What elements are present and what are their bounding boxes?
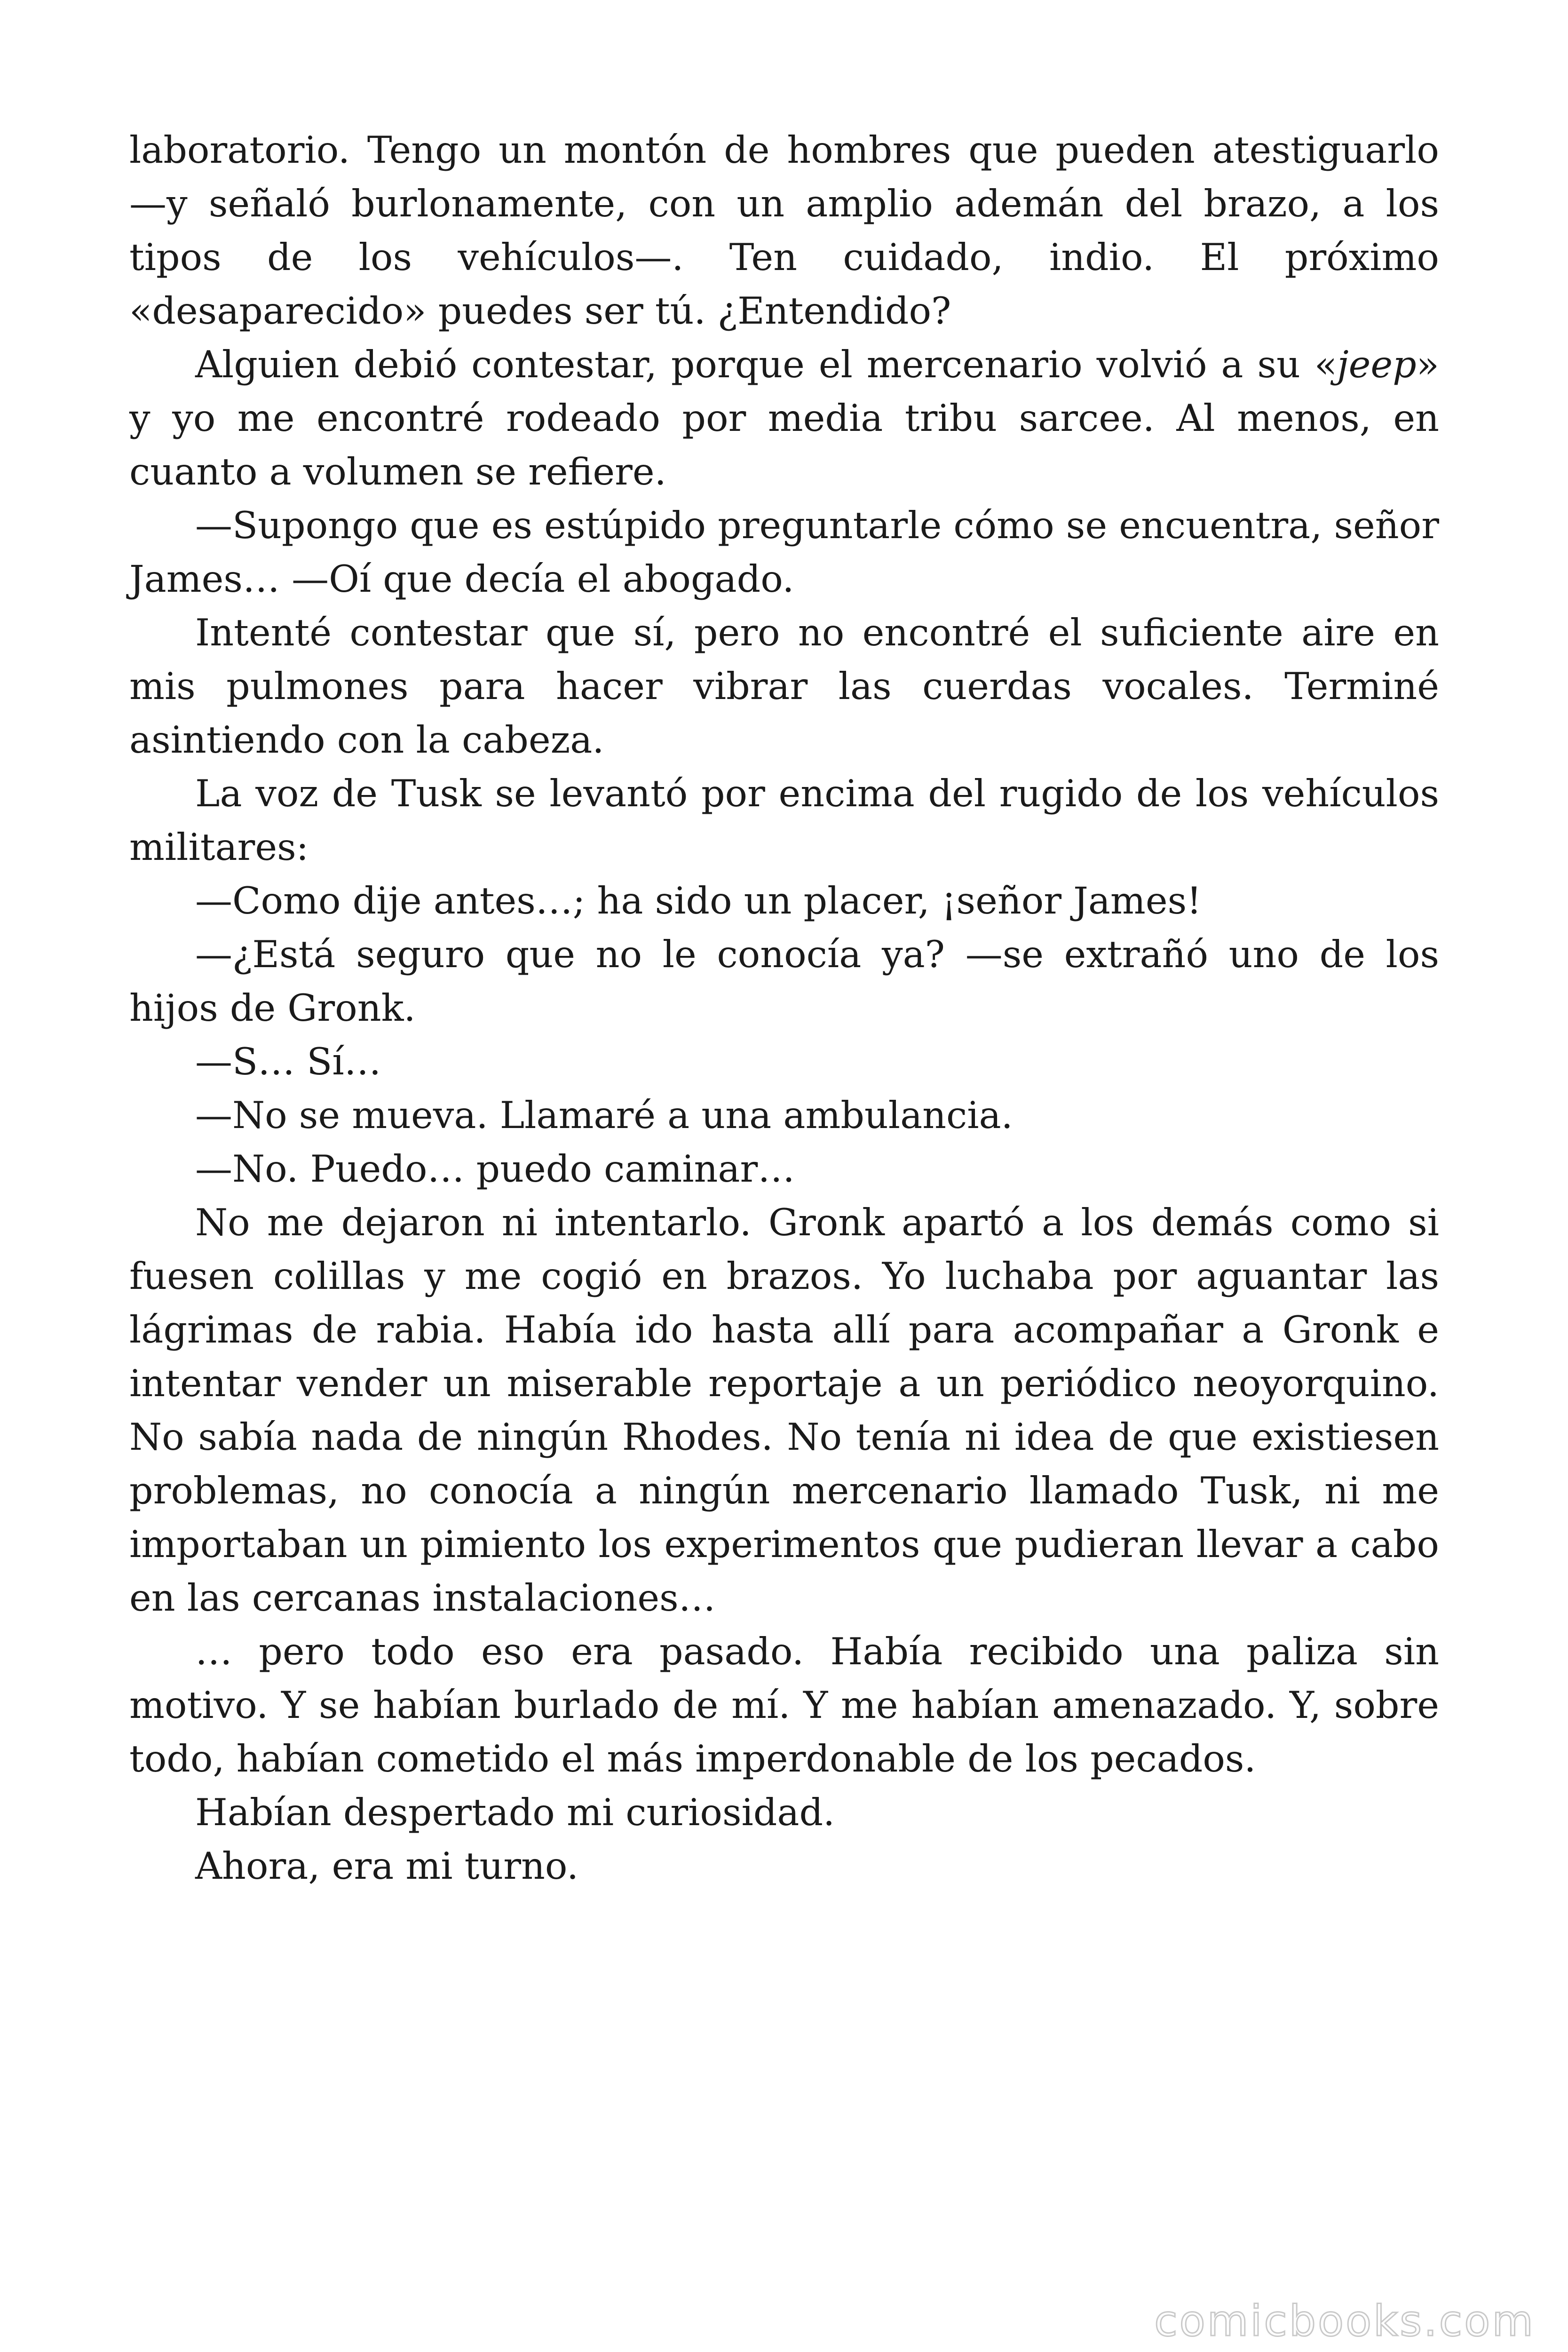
paragraph-7: —¿Está seguro que no le conocía ya? —se extrañó uno de los hijos de Gronk. [129,933,1439,1030]
paragraph-8: —S… Sí… [195,1040,381,1083]
paragraph-2-start: Alguien debió contestar, porque el mercenario volvió a su « [195,343,1338,386]
paragraph-1: laboratorio. Tengo un montón de hombres que pueden atestiguarlo —y señaló burlonamente, con un amplio ademán del brazo, a los tipos de los vehículos—. Ten cuidado, indio. El próximo «desaparecido» puedes ser tú. ¿Entendido? [129,128,1439,333]
paragraph-9: —No se mueva. Llamaré a una ambulancia. [195,1094,1013,1137]
paragraph-13: Habían despertado mi curiosidad. [195,1791,835,1834]
paragraph-3: —Supongo que es estúpido preguntarle cómo se encuentra, señor James… —Oí que decía el abogado. [129,504,1439,601]
paragraph-2-end: » y yo me encontré rodeado por media tribu sarcee. Al menos, en cuanto a volumen se refiere. [129,343,1439,493]
page-body [129,123,1439,1893]
paragraph-12: … pero todo eso era pasado. Había recibido una paliza sin motivo. Y se habían burlado de mí. Y me habían amenazado. Y, sobre todo, habían cometido el más imperdonable de los pecados. [129,1630,1439,1780]
watermark: comicbooks.com [1154,2296,1535,2346]
paragraph-10: —No. Puedo… puedo caminar… [195,1147,795,1191]
paragraph-4: Intenté contestar que sí, pero no encontré el suficiente aire en mis pulmones para hacer vibrar las cuerdas vocales. Terminé asintiendo con la cabeza. [129,611,1439,762]
paragraph-11: No me dejaron ni intentarlo. Gronk apartó a los demás como si fuesen colillas y me cogió en brazos. Yo luchaba por aguantar las lágrimas de rabia. Había ido hasta allí para acompañar a Gronk e intentar vender un miserable reportaje a un periódico neoyorquino. No sabía nada de ningún Rhodes. No tenía ni idea de que existiesen problemas, no conocía a ningún mercenario llamado Tusk, ni me importaban un pimiento los experimentos que pudieran llevar a cabo en las cercanas instalaciones… [129,1201,1439,1620]
paragraph-6: —Como dije antes…; ha sido un placer, ¡señor James! [195,879,1202,922]
paragraph-14: Ahora, era mi turno. [195,1844,579,1888]
paragraph-5: La voz de Tusk se levantó por encima del rugido de los vehículos militares: [129,772,1439,869]
paragraph-2-italic-word: jeep [1337,343,1417,386]
paragraph-2 [129,338,1439,499]
